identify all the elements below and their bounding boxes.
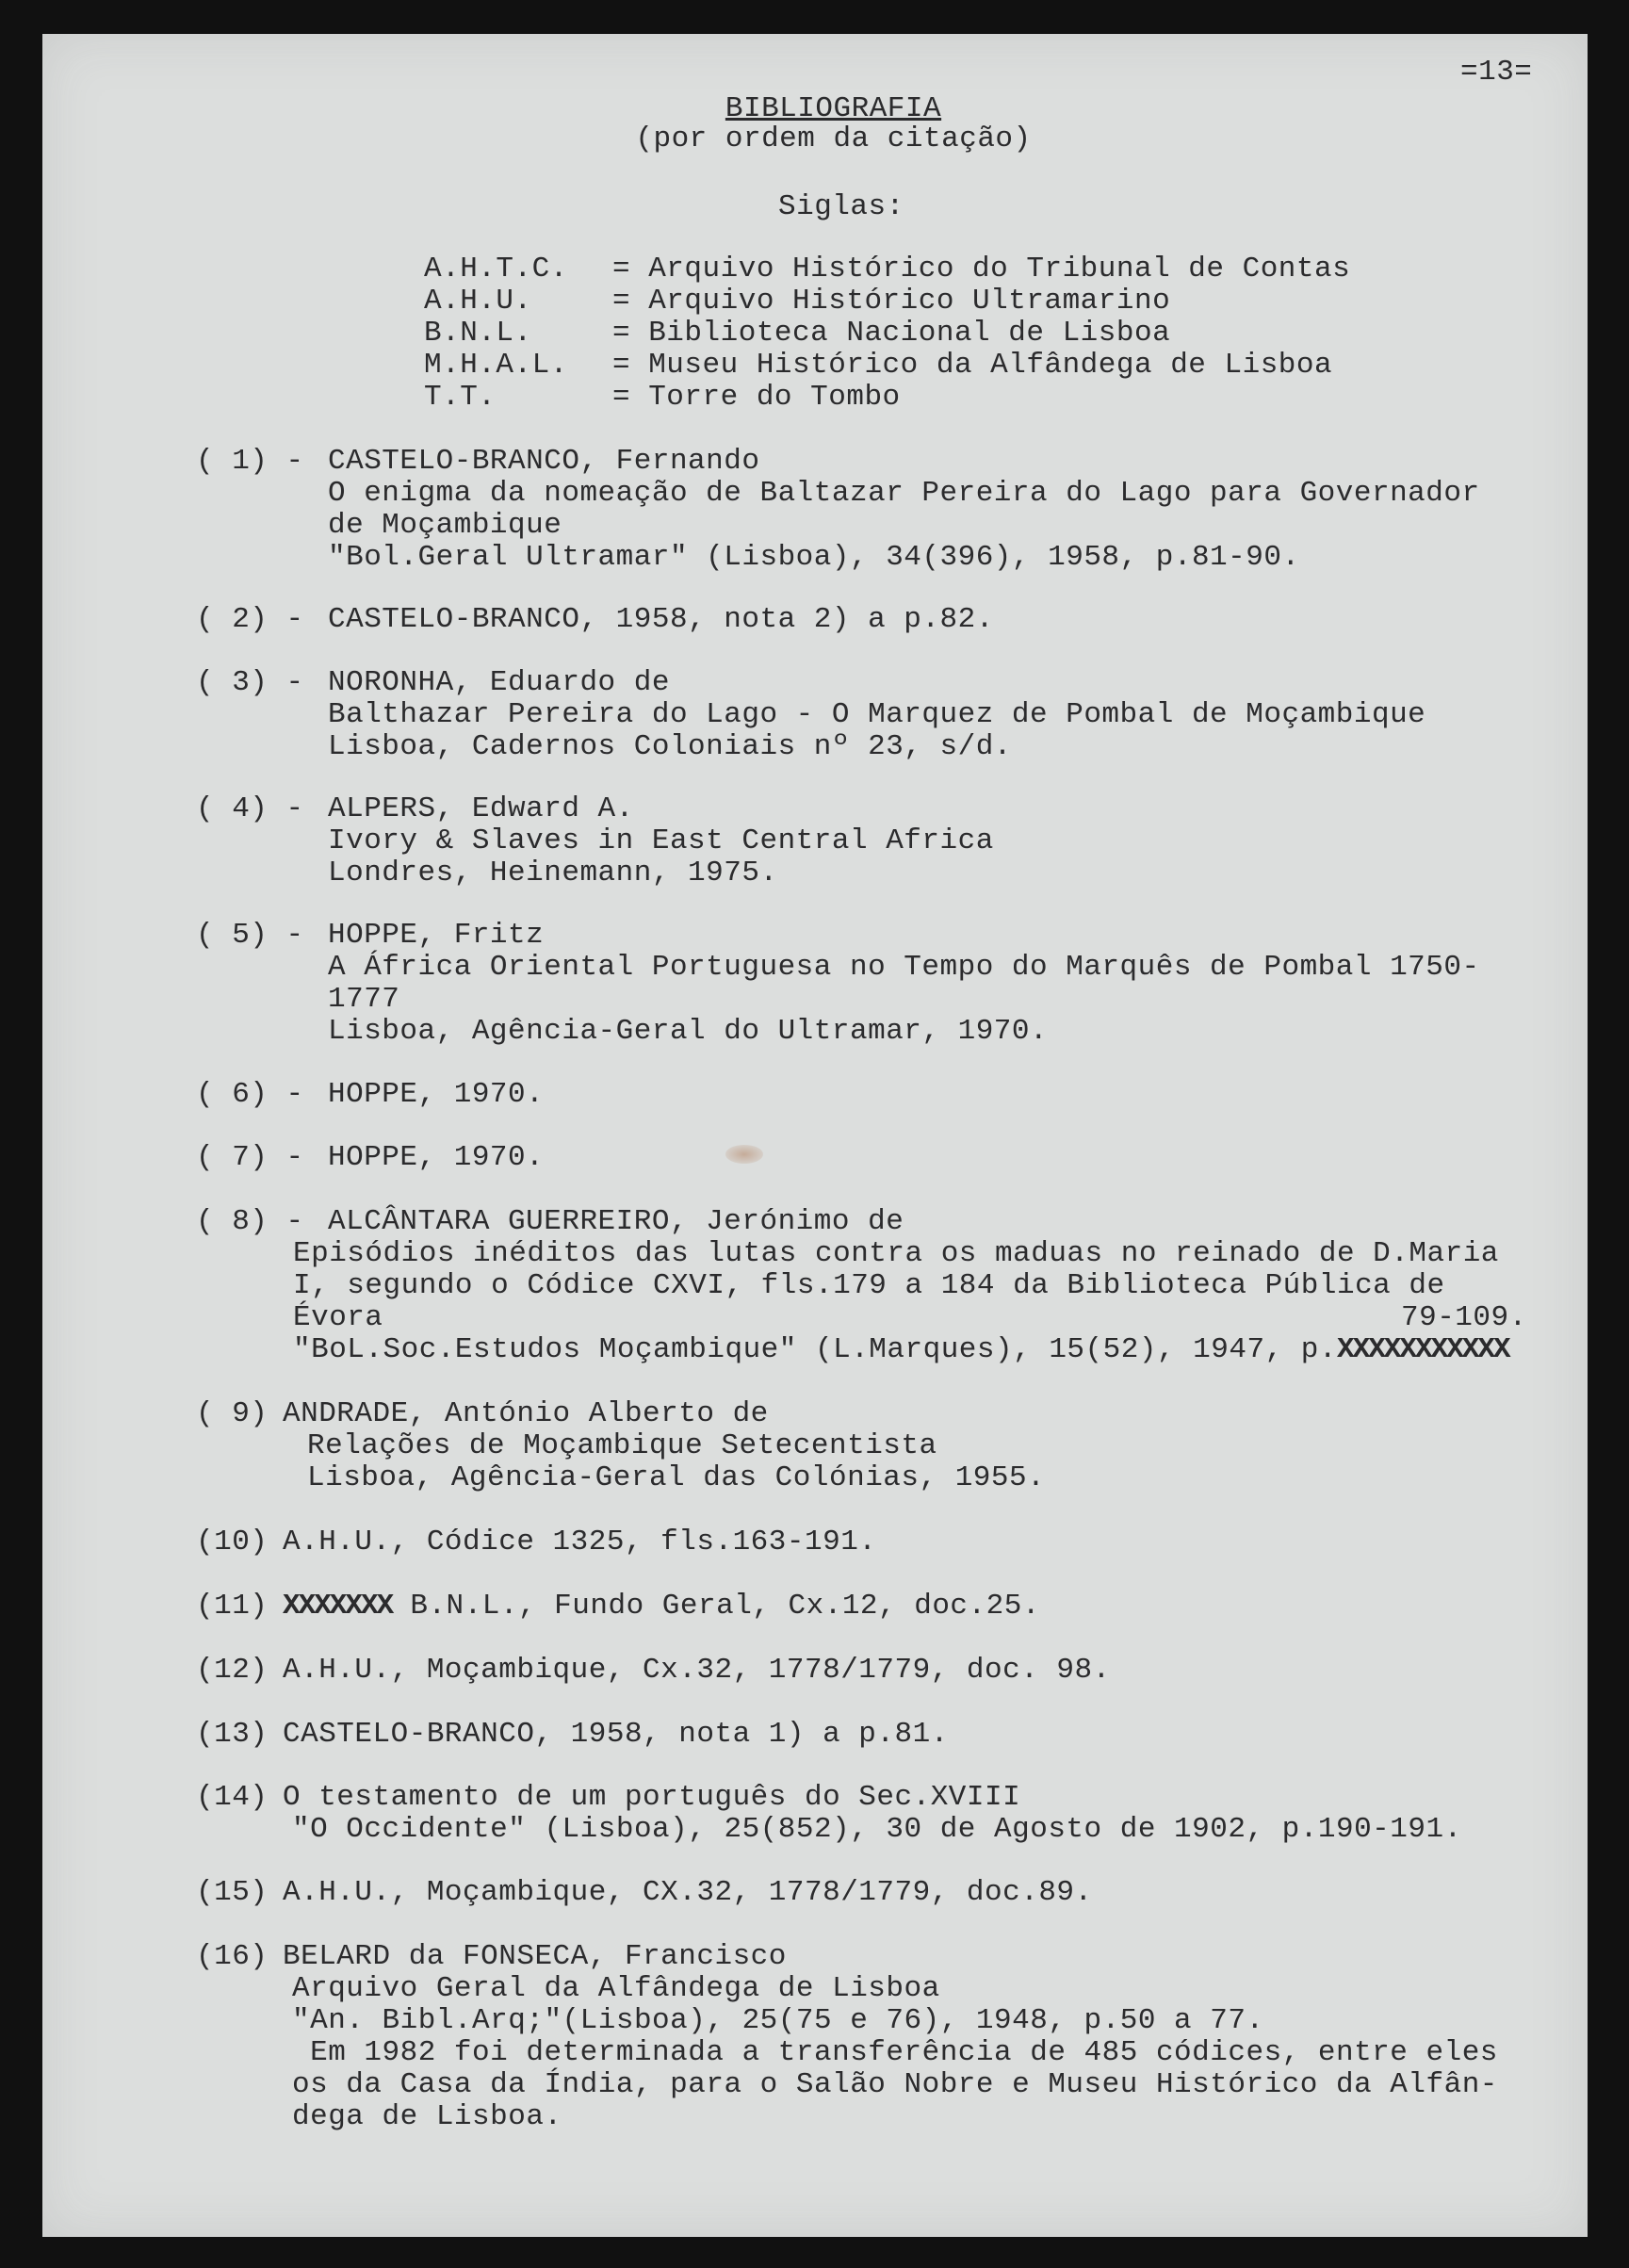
entry-line: ANDRADE, António Alberto de	[283, 1397, 769, 1430]
entry-line: CASTELO-BRANCO, 1958, nota 2) a p.82.	[328, 603, 994, 636]
entry-number: ( 2) -	[196, 603, 304, 636]
entry-line	[293, 1334, 1509, 1366]
entry-line: os da Casa da Índia, para o Salão Nobre e Museu Histórico da Alfân-	[292, 2068, 1498, 2101]
entry-line-text: B.N.L., Fundo Geral, Cx.12, doc.25.	[410, 1590, 1040, 1623]
entry-line: Em 1982 foi determinada a transferência de 485 códices, entre eles	[292, 2036, 1498, 2069]
entry-number: (13)	[196, 1718, 269, 1751]
entry-line: ALCÂNTARA GUERREIRO, Jerónimo de	[328, 1205, 904, 1238]
entry-line: CASTELO-BRANCO, Fernando	[328, 445, 760, 478]
entry-line: I, segundo o Códice CXVI, fls.179 a 184 da Biblioteca Pública de	[293, 1269, 1445, 1302]
struck-out-text: XXXXXXXXXXX	[1336, 1333, 1509, 1366]
sigla-meaning: = Biblioteca Nacional de Lisboa	[612, 317, 1171, 350]
sigla-abbr: A.H.U.	[424, 285, 532, 318]
entry-line: HOPPE, 1970.	[328, 1078, 545, 1111]
entry-line: HOPPE, 1970.	[328, 1141, 545, 1174]
entry-line: Balthazar Pereira do Lago - O Marquez de Pombal de Moçambique	[328, 698, 1426, 731]
sigla-row	[424, 350, 1332, 382]
entry-line: Arquivo Geral da Alfândega de Lisboa	[292, 1972, 940, 2005]
sigla-meaning: = Arquivo Histórico Ultramarino	[612, 285, 1171, 318]
entry-number: ( 8) -	[196, 1205, 304, 1238]
sigla-abbr: B.N.L.	[424, 317, 532, 350]
entry-number: (15)	[196, 1876, 269, 1909]
entry-line: "O Occidente" (Lisboa), 25(852), 30 de Agosto de 1902, p.190-191.	[292, 1813, 1462, 1846]
sigla-row	[424, 318, 1170, 350]
entry-line: CASTELO-BRANCO, 1958, nota 1) a p.81.	[283, 1718, 949, 1751]
sigla-meaning: = Museu Histórico da Alfândega de Lisboa	[612, 349, 1333, 382]
entry-line: NORONHA, Eduardo de	[328, 666, 670, 699]
entry-number: ( 7) -	[196, 1141, 304, 1174]
entry-number: ( 4) -	[196, 792, 304, 825]
entry-number: ( 9)	[196, 1397, 269, 1430]
entry-number: ( 3) -	[196, 666, 304, 699]
sigla-abbr: A.H.T.C.	[424, 253, 568, 286]
sigla-meaning: = Arquivo Histórico do Tribunal de Contas	[612, 253, 1351, 286]
entry-line: A.H.U., Códice 1325, fls.163-191.	[283, 1526, 877, 1558]
ink-smudge	[725, 1145, 763, 1164]
entry-number: ( 5) -	[196, 919, 304, 952]
entry-line: "An. Bibl.Arq;"(Lisboa), 25(75 e 76), 1948, p.50 a 77.	[292, 2004, 1264, 2037]
sigla-meaning: = Torre do Tombo	[612, 381, 901, 414]
sigla-abbr: T.T.	[424, 381, 497, 414]
entry-line: de Moçambique	[328, 509, 562, 542]
entry-line: Londres, Heinemann, 1975.	[328, 857, 778, 889]
page-number: =13=	[1460, 56, 1533, 89]
entry-line: 1777	[328, 983, 400, 1016]
page-subtitle: (por ordem da citação)	[635, 122, 1032, 155]
sigla-abbr: M.H.A.L.	[424, 349, 568, 382]
entry-number: (12)	[196, 1654, 269, 1687]
entry-line: O enigma da nomeação de Baltazar Pereira do Lago para Governador	[328, 477, 1480, 510]
entry-line: dega de Lisboa.	[292, 2100, 562, 2133]
entry-line: Episódios inéditos das lutas contra os maduas no reinado de D.Maria	[293, 1237, 1499, 1270]
entry-line: A.H.U., Moçambique, CX.32, 1778/1779, doc.89.	[283, 1876, 1093, 1909]
entry-line: Lisboa, Agência-Geral das Colónias, 1955.	[307, 1461, 1046, 1494]
entry-number: ( 6) -	[196, 1078, 304, 1111]
entry-line: A África Oriental Portuguesa no Tempo do Marquês de Pombal 1750-	[328, 951, 1480, 984]
entry-line: A.H.U., Moçambique, Cx.32, 1778/1779, doc. 98.	[283, 1654, 1111, 1687]
sigla-row	[424, 286, 1170, 318]
sigla-row	[424, 253, 1350, 286]
entry-line: "Bol.Geral Ultramar" (Lisboa), 34(396), 1958, p.81-90.	[328, 541, 1300, 574]
siglas-heading: Siglas:	[778, 190, 904, 223]
struck-out-text: XXXXXXX	[283, 1590, 393, 1623]
entry-line	[283, 1591, 1040, 1623]
entry-line: Évora	[293, 1301, 383, 1334]
entry-line: O testamento de um português do Sec.XVIII	[283, 1781, 1021, 1814]
entry-number: (16)	[196, 1940, 269, 1973]
entry-line: Ivory & Slaves in East Central Africa	[328, 824, 994, 857]
sigla-row	[424, 382, 901, 414]
page-range-note: 79-109.	[1401, 1301, 1527, 1334]
entry-number: (10)	[196, 1526, 269, 1558]
entry-number: (14)	[196, 1781, 269, 1814]
entry-number: (11)	[196, 1590, 269, 1623]
entry-line: ALPERS, Edward A.	[328, 792, 634, 825]
entry-number: ( 1) -	[196, 445, 304, 478]
entry-line: HOPPE, Fritz	[328, 919, 545, 952]
entry-line: Relações de Moçambique Setecentista	[307, 1429, 937, 1462]
entry-line: Lisboa, Cadernos Coloniais nº 23, s/d.	[328, 730, 1012, 763]
entry-line: BELARD da FONSECA, Francisco	[283, 1940, 787, 1973]
entry-line: Lisboa, Agência-Geral do Ultramar, 1970.	[328, 1015, 1049, 1048]
page-title: BIBLIOGRAFIA	[725, 92, 942, 125]
entry-line-text: "BoL.Soc.Estudos Moçambique" (L.Marques), 15(52), 1947, p.	[293, 1333, 1337, 1366]
